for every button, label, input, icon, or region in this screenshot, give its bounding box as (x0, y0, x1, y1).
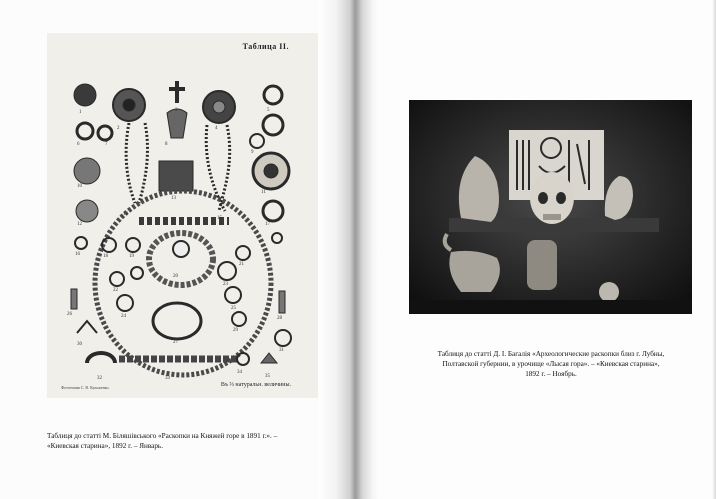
right-caption-line: Таблиця до статті Д. І. Багалія «Археологические раскопки близ г. Лубны, (437, 350, 665, 358)
artifacts-plate (47, 33, 319, 398)
stone-block (527, 240, 557, 290)
plate-scale-note: Въ ⅔ натуральн. величины. (220, 382, 291, 388)
svg-text:19: 19 (129, 254, 134, 259)
left-caption-line: Таблиця до статті М. Біляшівського «Раскопки на Княжей горе в 1891 г.». – (47, 432, 278, 440)
svg-text:11: 11 (261, 190, 266, 195)
cross-pendant (169, 81, 185, 103)
svg-text:14: 14 (123, 212, 128, 217)
svg-text:8: 8 (165, 142, 168, 147)
plate-credit: Фототипия С. В. Кульженко. (61, 385, 110, 390)
svg-text:7: 7 (105, 142, 108, 147)
plaque (159, 161, 193, 191)
svg-text:16: 16 (75, 252, 80, 257)
left-caption-line: «Киевская старина», 1892 г. – Январь. (47, 442, 164, 450)
svg-text:33: 33 (165, 376, 170, 381)
excavation-photograph (409, 100, 692, 314)
small-pot (599, 282, 619, 302)
svg-text:17: 17 (265, 222, 270, 227)
svg-text:5: 5 (267, 108, 270, 113)
jug (449, 251, 500, 292)
plate-title: Таблица II. (242, 42, 289, 51)
svg-text:35: 35 (265, 374, 270, 379)
figure-pendant (167, 109, 187, 138)
svg-text:20: 20 (173, 274, 178, 279)
svg-text:26: 26 (67, 312, 72, 317)
svg-text:30: 30 (77, 342, 82, 347)
svg-text:12: 12 (77, 222, 82, 227)
signet-ring (153, 303, 201, 339)
svg-text:18: 18 (103, 254, 108, 259)
chain-left (126, 123, 135, 203)
svg-text:2: 2 (117, 126, 120, 131)
svg-text:22: 22 (113, 288, 118, 293)
svg-text:1: 1 (79, 110, 82, 115)
right-caption-line: 1892 г. – Ноябрь. (525, 370, 577, 378)
bracelet (87, 353, 115, 363)
page-edge (712, 0, 716, 499)
right-caption-line: Полтавской губернии, в урочище «Лысая гора». – «Киевская старина», (442, 360, 660, 368)
svg-text:27: 27 (173, 340, 178, 345)
svg-text:4: 4 (215, 126, 218, 131)
svg-text:6: 6 (77, 142, 80, 147)
ring-4 (264, 86, 282, 104)
svg-text:13: 13 (171, 196, 176, 201)
svg-text:24: 24 (121, 314, 126, 319)
photo-illustration (409, 100, 692, 314)
artifacts-illustration (47, 33, 319, 398)
svg-text:25: 25 (231, 306, 236, 311)
svg-text:34: 34 (237, 370, 242, 375)
svg-text:31: 31 (279, 348, 284, 353)
left-caption (47, 431, 347, 451)
pendant-1 (74, 84, 96, 106)
svg-text:15: 15 (217, 216, 222, 221)
right-caption (405, 349, 697, 379)
svg-text:21: 21 (239, 262, 244, 267)
svg-text:9: 9 (251, 150, 254, 155)
svg-text:23: 23 (223, 282, 228, 287)
svg-text:29: 29 (233, 328, 238, 333)
svg-text:28: 28 (277, 316, 282, 321)
book-gutter (318, 0, 380, 499)
svg-text:32: 32 (97, 376, 102, 381)
svg-text:10: 10 (77, 184, 82, 189)
svg-text:3: 3 (175, 108, 178, 113)
